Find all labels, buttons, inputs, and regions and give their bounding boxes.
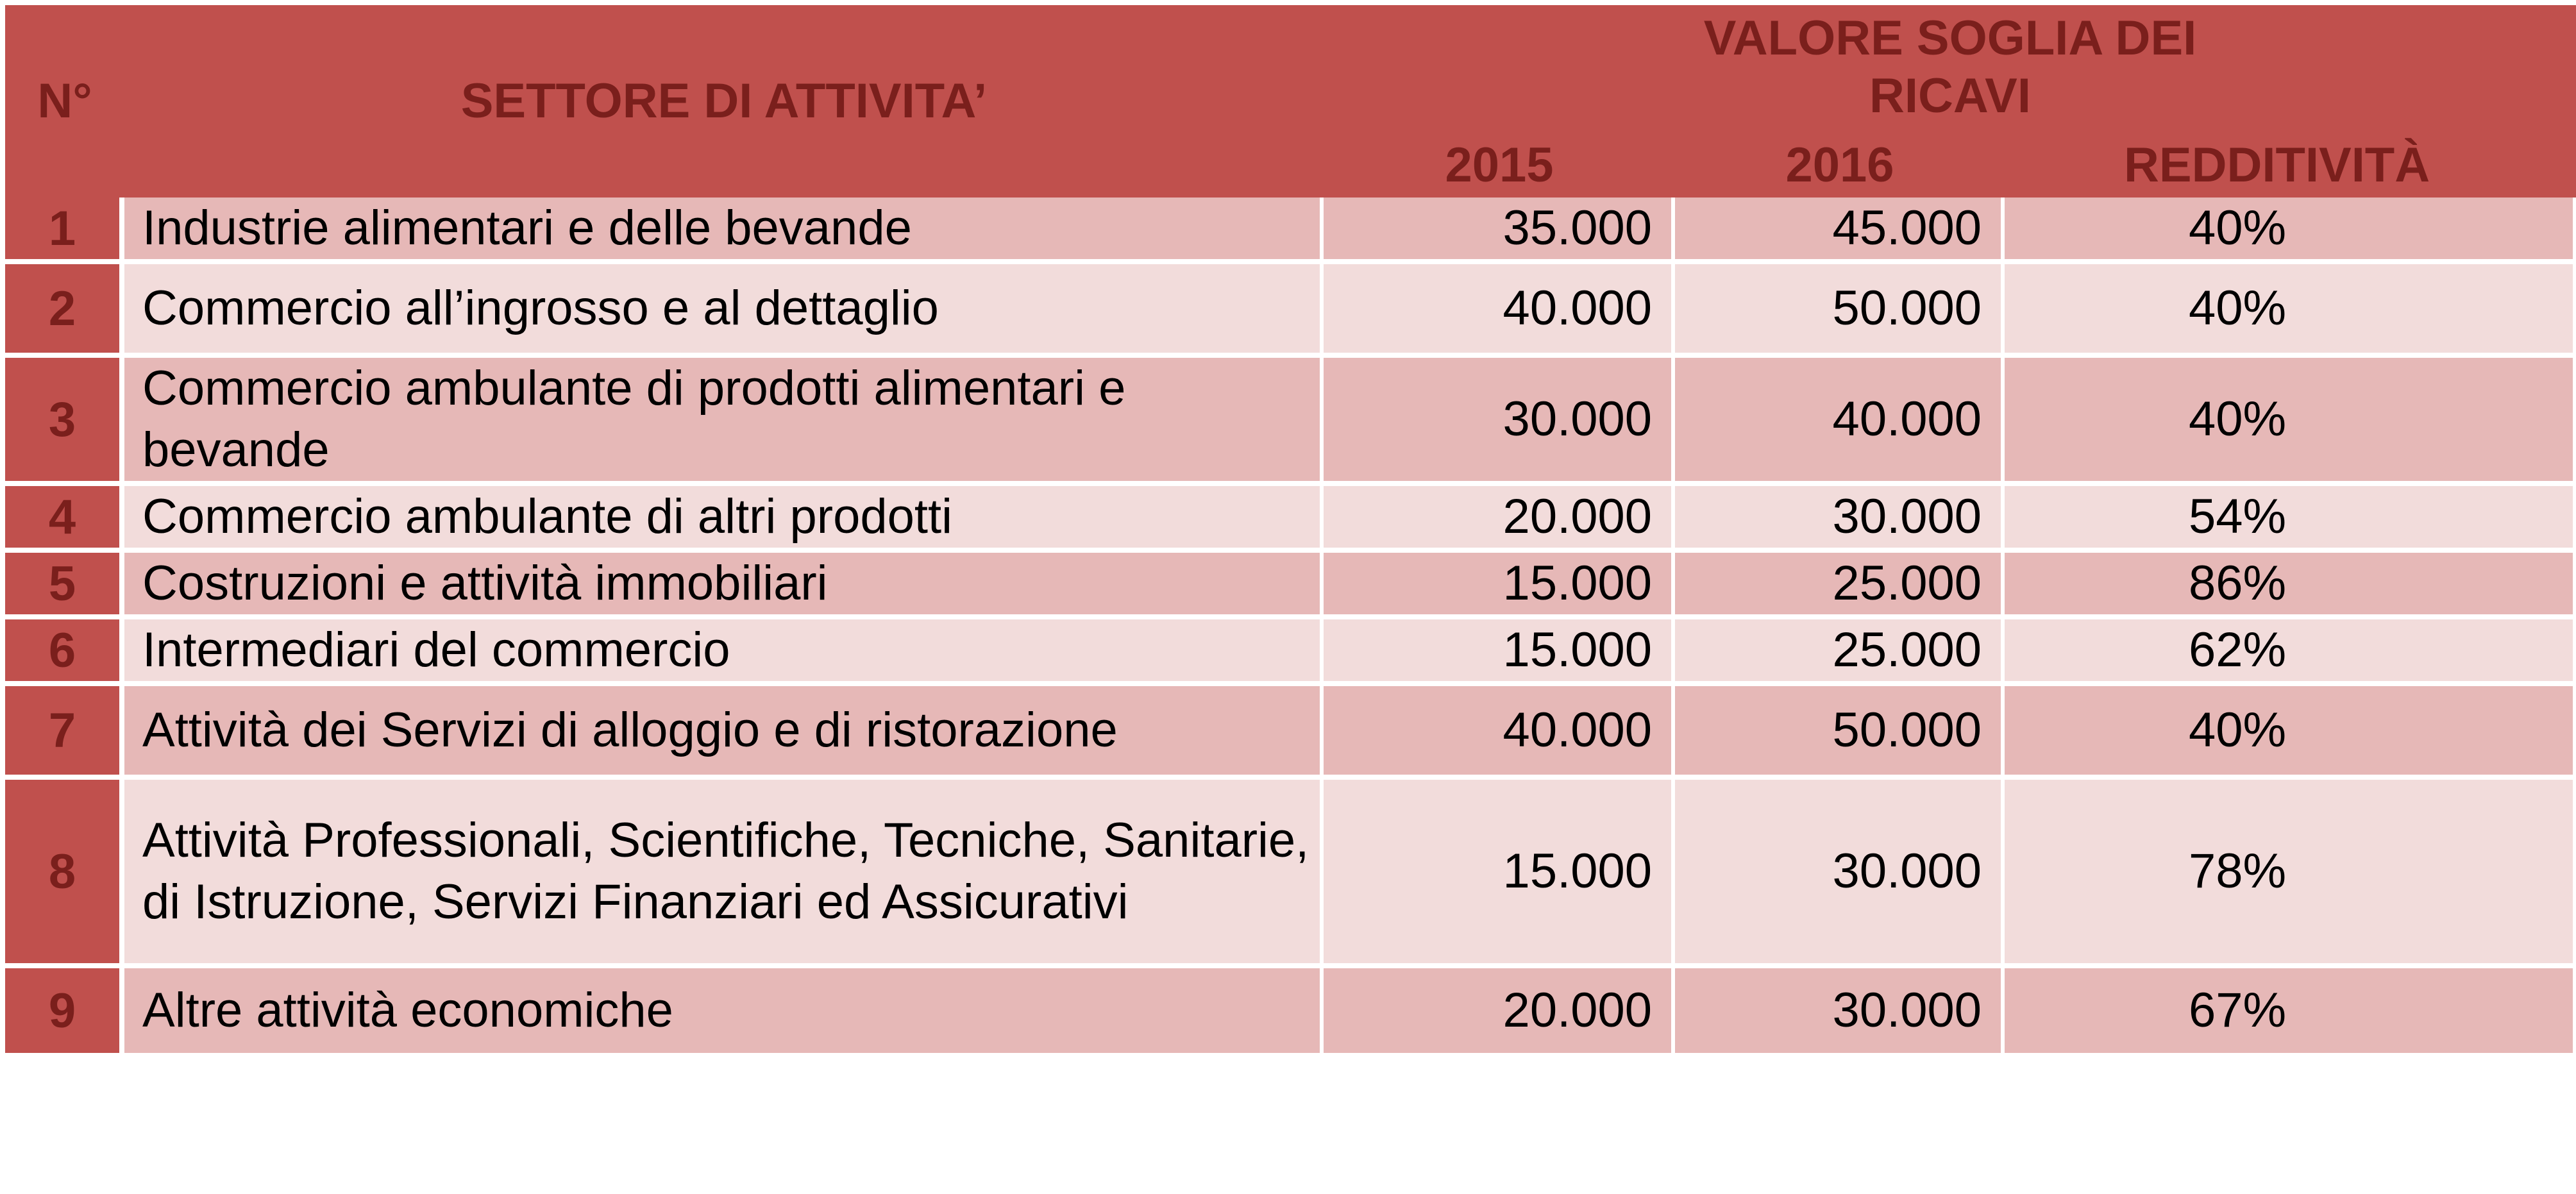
row-value-2015: 30.000 (1324, 358, 1675, 486)
row-yield: 40% (2005, 358, 2576, 486)
row-value-2015: 15.000 (1324, 780, 1675, 968)
row-value-2016: 30.000 (1675, 780, 2005, 968)
row-number: 6 (5, 619, 124, 686)
row-yield: 40% (2005, 198, 2576, 264)
row-sector: Costruzioni e attività immobiliari (124, 553, 1324, 619)
table-row (5, 553, 2576, 619)
row-sector: Commercio ambulante di altri prodotti (124, 486, 1324, 553)
header-year-2016: 2016 (1675, 133, 2005, 198)
table-row (5, 264, 2576, 358)
table-row (5, 968, 2576, 1058)
header-sector: SETTORE DI ATTIVITA’ (124, 5, 1324, 198)
row-number: 2 (5, 264, 124, 358)
row-sector: Commercio all’ingrosso e al dettaglio (124, 264, 1324, 358)
row-number: 8 (5, 780, 124, 968)
header-group-line1: VALORE SOGLIA DEI (1703, 11, 2197, 65)
row-sector: Commercio ambulante di prodotti alimentari e bevande (124, 358, 1324, 486)
row-yield: 86% (2005, 553, 2576, 619)
row-yield: 40% (2005, 686, 2576, 780)
row-value-2015: 20.000 (1324, 968, 1675, 1058)
row-yield: 54% (2005, 486, 2576, 553)
row-value-2016: 40.000 (1675, 358, 2005, 486)
row-number: 3 (5, 358, 124, 486)
row-number: 4 (5, 486, 124, 553)
revenue-threshold-table (5, 5, 2576, 1058)
row-value-2015: 15.000 (1324, 619, 1675, 686)
row-yield: 67% (2005, 968, 2576, 1058)
row-value-2015: 40.000 (1324, 686, 1675, 780)
header-num: N° (5, 5, 124, 198)
row-value-2016: 25.000 (1675, 553, 2005, 619)
header-group-line2: RICAVI (1869, 69, 2031, 123)
row-sector: Intermediari del commercio (124, 619, 1324, 686)
header-revenue-threshold (1324, 5, 2576, 133)
table-row (5, 486, 2576, 553)
row-value-2016: 30.000 (1675, 968, 2005, 1058)
row-yield: 40% (2005, 264, 2576, 358)
row-sector: Attività Professionali, Scientifiche, Tecniche, Sanitarie, di Istruzione, Servizi Finanziari ed Assicurativi (124, 780, 1324, 968)
row-value-2015: 15.000 (1324, 553, 1675, 619)
row-value-2016: 50.000 (1675, 264, 2005, 358)
row-sector: Altre attività economiche (124, 968, 1324, 1058)
header-year-2015: 2015 (1324, 133, 1675, 198)
row-number: 1 (5, 198, 124, 264)
table-row (5, 686, 2576, 780)
table-row (5, 198, 2576, 264)
header-yield: REDDITIVITÀ (2005, 133, 2576, 198)
row-value-2016: 45.000 (1675, 198, 2005, 264)
row-value-2016: 25.000 (1675, 619, 2005, 686)
table-row (5, 619, 2576, 686)
row-number: 9 (5, 968, 124, 1058)
row-value-2015: 40.000 (1324, 264, 1675, 358)
row-value-2016: 50.000 (1675, 686, 2005, 780)
table-row (5, 780, 2576, 968)
table-row (5, 358, 2576, 486)
table-body (5, 198, 2576, 1058)
row-value-2016: 30.000 (1675, 486, 2005, 553)
row-number: 5 (5, 553, 124, 619)
row-number: 7 (5, 686, 124, 780)
row-sector: Industrie alimentari e delle bevande (124, 198, 1324, 264)
row-yield: 78% (2005, 780, 2576, 968)
row-value-2015: 20.000 (1324, 486, 1675, 553)
row-yield: 62% (2005, 619, 2576, 686)
row-value-2015: 35.000 (1324, 198, 1675, 264)
row-sector: Attività dei Servizi di alloggio e di ristorazione (124, 686, 1324, 780)
